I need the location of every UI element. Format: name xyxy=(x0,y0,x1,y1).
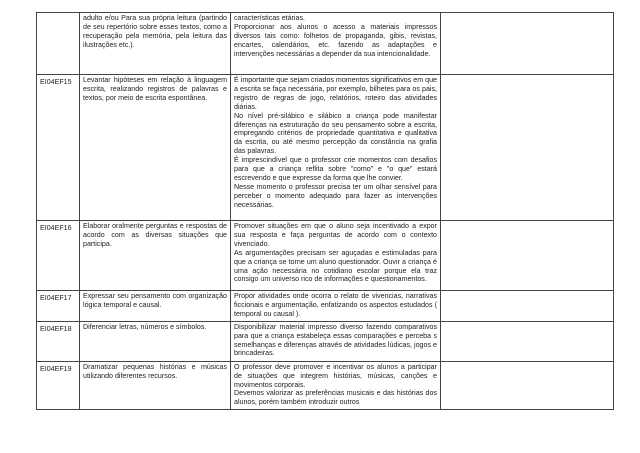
table-row xyxy=(37,321,614,361)
row-code-cell: EI04EF19 xyxy=(37,361,80,410)
row-code-cell: EI04EF17 xyxy=(37,291,80,322)
objective-cell: Levantar hipóteses em relação à linguagem escrita, realizando registros de palavras e textos, por meio de escrita espontânea. xyxy=(80,75,231,221)
curriculum-table xyxy=(36,12,614,410)
table-row xyxy=(37,361,614,410)
table-row xyxy=(37,75,614,221)
orientation-paragraph: Nesse momento o professor precisa ter um olhar sensível para perceber o momento adequado para fazer as intervenções necessárias. xyxy=(234,182,437,209)
orientation-paragraph: No nível pré-silábico e silábico a criança pode manifestar diferenças na estruturação do seu pensamento sobre a escrita, empregando critérios de propriedade quantitativa e qualitativa da escrita, ou até mesmo percepção da constância na grafia das palavras. xyxy=(234,111,437,156)
objective-cell: adulto e/ou Para sua própria leitura (partindo de seu repertório sobre esses textos, como a recuperação pela memória, pela leitura das ilustrações etc.). xyxy=(80,13,231,75)
orientation-paragraph: Disponibilizar material impresso diverso fazendo comparativos para que a criança estabeleça essas comparações e perceba s semelhanças e diferenças através de atividades lúdicas, jogos e brincadeiras. xyxy=(234,322,437,358)
orientation-cell xyxy=(231,291,441,322)
row-code-cell xyxy=(37,13,80,75)
notes-cell xyxy=(441,321,614,361)
orientation-paragraph: Devemos valorizar as preferências musicais e das histórias dos alunos, porém também introduzir outros xyxy=(234,389,437,407)
orientation-paragraph: Propor atividades onde ocorra o relato de vivencias, narrativas ficcionais e argumentação, enfatizando os aspectos estudados ( temporal ou causal ). xyxy=(234,292,437,318)
notes-cell xyxy=(441,361,614,410)
orientation-paragraph: características etárias. xyxy=(234,14,305,22)
orientation-cell xyxy=(231,221,441,291)
orientation-cell xyxy=(231,75,441,221)
table-row xyxy=(37,291,614,322)
row-code-cell: EI04EF16 xyxy=(37,221,80,291)
objective-cell: Diferenciar letras, números e símbolos. xyxy=(80,321,231,361)
notes-cell xyxy=(441,221,614,291)
orientation-paragraph: As argumentações precisam ser aguçadas e estimuladas para que a criança se torne um aluno questionador. Ouvir a criança é uma ação necessária no cotidiano escolar porque ela traz consigo um universo rico de informações e questionamentos. xyxy=(234,248,437,284)
table-row xyxy=(37,221,614,291)
row-code-cell: EI04EF18 xyxy=(37,321,80,361)
orientation-paragraph: É importante que sejam criados momentos significativos em que a escrita se faça necessária, por exemplo, bilhetes para os pais, registro de regras de jogo, relatórios, roteiro das atividades diárias. xyxy=(234,76,437,111)
row-code-cell: EI04EF15 xyxy=(37,75,80,221)
objective-cell: Dramatizar pequenas histórias e músicas utilizando diferentes recursos. xyxy=(80,361,231,410)
table-row xyxy=(37,13,614,75)
notes-cell xyxy=(441,75,614,221)
orientation-paragraph: Proporcionar aos alunos o acesso a materiais impressos diversos tais como: folhetos de propaganda, gibis, revistas, encartes, calendários, etc. fazendo as adaptações e intervenções necessárias a depender da sua intencionalidade. xyxy=(234,22,437,58)
notes-cell xyxy=(441,13,614,75)
orientation-cell xyxy=(231,321,441,361)
notes-cell xyxy=(441,291,614,322)
objective-cell: Elaborar oralmente perguntas e respostas de acordo com as diversas situações que participa. xyxy=(80,221,231,291)
orientation-cell xyxy=(231,361,441,410)
orientation-paragraph: É imprescindível que o professor crie momentos com desafios para que a criança reflita sobre "como" e "o que" estará escrevendo e que expresse da forma que lhe convier. xyxy=(234,156,437,182)
orientation-paragraph: O professor deve promover e incentivar os alunos a participar de situações que integrem histórias, músicas, canções e movimentos corporais. xyxy=(234,362,437,389)
objective-cell: Expressar seu pensamento com organização lógica temporal e causal. xyxy=(80,291,231,322)
orientation-paragraph: Promover situações em que o aluno seja incentivado a expor sua resposta e faça perguntas de acordo com o contexto vivenciado. xyxy=(234,222,437,248)
orientation-cell xyxy=(231,13,441,75)
